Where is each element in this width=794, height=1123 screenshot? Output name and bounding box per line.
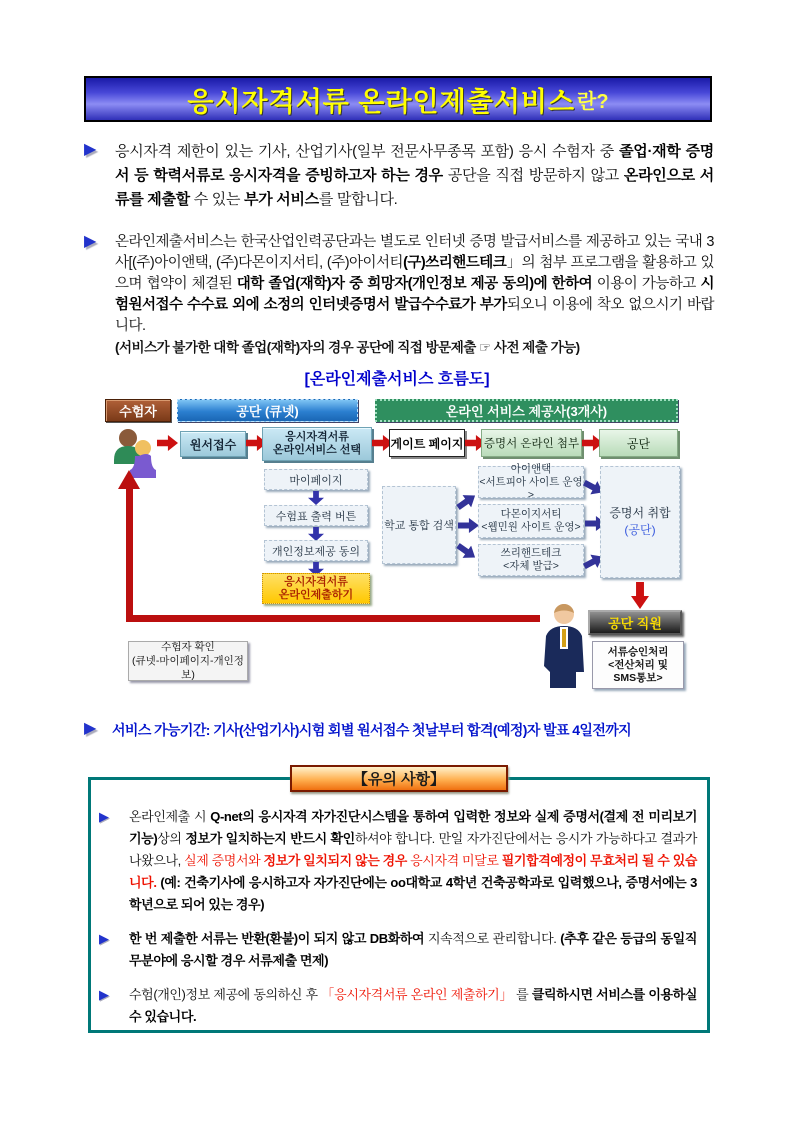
node-application	[180, 431, 246, 457]
node-examinee-verify	[128, 641, 248, 681]
text-run: 되오니 이용에 착오 없으시기 바랍니다.	[115, 297, 714, 334]
lane-examinee	[105, 399, 171, 422]
notice-item-2	[99, 928, 697, 972]
text-run-bold: (예: 건축기사에 응시하고자 자가진단에는 oo대학교 4학년 건축공학과로 입력했으나, 증명서에는 3학년으로 되어 있는 경우)	[129, 875, 697, 912]
node-label: 개인정보제공 동의	[271, 545, 361, 558]
text-run: 수 있는	[189, 191, 245, 208]
lane-label: 수험자	[119, 404, 157, 419]
lane-hrdk-qnet	[177, 399, 358, 422]
text-run: 온라인제출 시	[129, 809, 211, 824]
text-run-bold: (추후 같은 등급의 동일직무분야에 응시할 경우 서류제출 면제)	[129, 931, 697, 968]
intro-paragraph-2-text	[84, 232, 714, 359]
node-label: 아이앤택	[510, 462, 552, 475]
node-sublabel: SMS통보>	[613, 671, 663, 684]
flow-diagram	[0, 398, 794, 698]
text-run-bold: 클릭하시면 서비스를 이용하실 수 있습니다.	[129, 987, 697, 1024]
title-banner	[84, 76, 712, 122]
node-provider-damon	[478, 504, 584, 538]
node-provider-threehand	[478, 544, 584, 576]
examinee-people-icon	[110, 426, 160, 487]
text-run-bold: 졸업·재학 증명서 등 학력서류로 응시자격을 증빙하고자 하는 경우	[115, 143, 714, 184]
page-title-suffix: 란?	[577, 90, 609, 113]
node-label: 수험자 확인	[161, 641, 215, 653]
text-run-bold: 시험원서접수 수수료 외에 소정의 인터넷증명서 발급수수료가 부가	[115, 276, 714, 313]
staff-person-icon	[538, 602, 586, 695]
service-period-label: 서비스 가능기간:	[112, 722, 210, 738]
intro-paragraph-1	[84, 140, 714, 212]
node-label: 수험표 출력 버튼	[275, 510, 357, 523]
bullet-arrow-icon: ▶	[84, 141, 97, 158]
visit-note: (서비스가 불가한 대학 졸업(재학)자의 경우 공단에 직접 방문제출 ☞ 사전 제출 가능)	[115, 340, 580, 355]
text-run-red-bold: 필기합격예정이 무효처리 될 수 있습니다.	[129, 853, 698, 890]
text-run-bold: 대학 졸업(재학)자 중 희망자(개인정보 제공 동의)에 한하여	[236, 276, 593, 292]
node-sublabel: <자체 발급>	[503, 560, 559, 572]
node-privacy-consent	[264, 540, 368, 561]
node-school-search	[382, 486, 456, 564]
feedback-arrow-vertical	[126, 488, 133, 622]
text-run-red-bold: 정보가 일치되지 않는 경우	[263, 853, 407, 868]
text-run-bold: (구)쓰리핸드테크	[403, 255, 507, 271]
service-period-value: 기사(산업기사)시험 회별 원서접수 첫날부터 합격(예정)자 발표 4일전까지	[209, 722, 632, 738]
text-run: 상의	[157, 831, 186, 846]
intro-paragraph-1-text	[84, 140, 714, 212]
node-label: 게이트 페이지	[390, 436, 464, 451]
node-gongdan	[599, 429, 678, 457]
node-label: 응시자격서류	[284, 575, 348, 588]
lane-service-providers	[375, 399, 678, 422]
bullet-arrow-icon: ▶	[84, 720, 96, 737]
text-run-red: 실제 증명서와	[184, 853, 264, 868]
text-run: 를 말합니다.	[318, 191, 398, 208]
node-label: 학교 통합 검색	[384, 520, 454, 532]
bullet-arrow-icon: ▶	[99, 987, 109, 1002]
text-run: 공단을 직접 방문하지 않고	[442, 167, 624, 184]
text-run-bold: 부가 서비스	[244, 191, 319, 208]
text-run: 하셔야 합니다. 만일 자가진단에서는 응시가 가능하다고 결과가 나왔으나,	[129, 831, 697, 868]
text-run-bold: 정보가 일치하는지 반드시 확인	[185, 831, 355, 846]
text-run: 수험(개인)정보 제공에 동의하신 후	[129, 987, 322, 1002]
node-label: 증명서 온라인 첨부	[483, 438, 580, 450]
bullet-arrow-icon: ▶	[84, 233, 97, 250]
node-label: 마이페이지	[289, 474, 343, 487]
text-run-bold: 온라인으로 서류를 제출할	[115, 167, 714, 208]
node-label: 온라인서비스 선택	[272, 444, 362, 456]
node-sublabel: <전산처리 및	[608, 658, 668, 671]
node-label: 공단 직원	[608, 616, 662, 631]
node-label: 쓰리핸드테크	[500, 547, 562, 559]
flow-arrow-down-icon	[631, 582, 649, 609]
lane-label: 온라인 서비스 제공사(3개사)	[445, 404, 608, 419]
node-service-select	[262, 427, 372, 461]
text-run: 온라인제출서비스는 한국산업인력공단과는 별도로 인터넷 증명 발급서비스를 제공하고 있는 국내 3사[(주)아이앤택, (주)다몬이지서티, (주)아이서티	[115, 234, 714, 271]
node-approval-process	[592, 641, 684, 689]
flow-arrow-right-icon	[458, 518, 479, 533]
text-run-red: 응시자격 미달로	[406, 853, 502, 868]
flow-arrow-down-icon	[308, 527, 324, 541]
node-sublabel: <웹민원 사이트 운영>	[481, 521, 581, 533]
node-online-submit-button	[262, 573, 370, 604]
flow-arrow-right-icon	[157, 435, 178, 451]
lane-label: 공단 (큐넷)	[236, 404, 299, 419]
text-run-red: 「응시자격서류 온라인 제출하기」	[321, 987, 513, 1002]
node-label: 공단	[626, 436, 651, 451]
feedback-arrow-horizontal	[126, 615, 540, 622]
notice-item-3	[99, 984, 697, 1028]
node-print-button	[264, 505, 368, 526]
intro-paragraph-2	[84, 232, 714, 359]
notice-box	[88, 771, 710, 1033]
text-run: 를	[512, 987, 532, 1002]
node-provider-ientech	[478, 462, 584, 501]
node-label: 응시자격서류	[285, 431, 349, 443]
node-label: 원서접수	[189, 437, 237, 452]
node-staff	[588, 610, 682, 635]
diagram-title: [온라인제출서비스 흐름도]	[304, 371, 490, 388]
service-period-line	[84, 720, 744, 740]
bullet-arrow-icon: ▶	[99, 809, 109, 824]
node-label: 다몬이지서티	[500, 508, 562, 520]
bullet-arrow-icon: ▶	[99, 931, 109, 946]
notice-header: 【유의 사항】	[290, 765, 508, 792]
flow-arrow-down-icon	[308, 491, 324, 505]
text-run-bold: Q-net의 응시자격 자가진단시스템을 통하여 입력한 정보와 실제 증명서(결제 전 미리보기 기능)	[129, 809, 697, 846]
text-run: 」의 첨부 프로그램을 활용하고 있으며 협약이 체결된	[115, 255, 714, 292]
page-title: 응시자격서류 온라인제출서비스	[187, 86, 576, 117]
text-run: 지속적으로 관리합니다.	[424, 931, 561, 946]
node-mypage	[264, 469, 368, 490]
node-sublabel: (큐넷-마이페이지-개인정보)	[132, 655, 244, 681]
node-gate-page	[389, 429, 465, 457]
node-certificate-attach	[481, 429, 582, 457]
node-sublabel: <서트피아 사이트 운영>	[479, 475, 583, 501]
text-run-bold: 한 번 제출한 서류는 반환(환불)이 되지 않고 DB화하여	[129, 931, 425, 946]
flow-arrow-upright-icon	[454, 489, 480, 513]
node-sublabel: (공단)	[624, 523, 656, 537]
node-certificate-collect	[600, 466, 680, 578]
flow-arrow-downright-icon	[454, 539, 480, 563]
text-run: 이용이 가능하고	[592, 276, 701, 292]
node-label: 증명서 취합	[609, 506, 671, 520]
node-label: 온라인제출하기	[278, 588, 354, 601]
node-label: 서류승인처리	[607, 645, 669, 658]
text-run: 응시자격 제한이 있는 기사, 산업기사(일부 전문사무종목 포함) 응시 수험자 중	[115, 143, 620, 160]
notice-item-1	[99, 806, 697, 916]
